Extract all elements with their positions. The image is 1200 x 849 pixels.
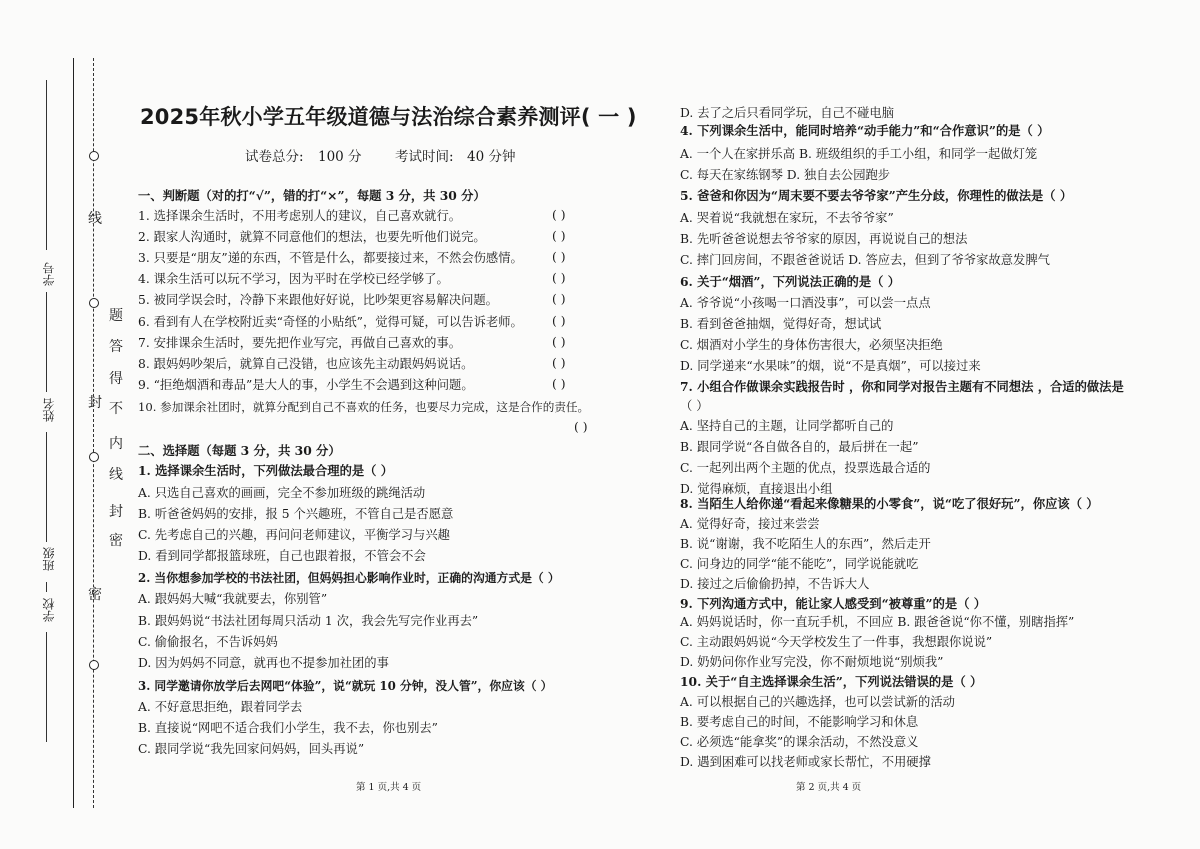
question-option: B. 跟同学说“各自做各自的，最后拼在一起” <box>680 440 919 454</box>
class-field-line <box>46 432 47 542</box>
question-option: C. 跟同学说“我先回家问妈妈，回头再说” <box>138 742 365 756</box>
binding-ring <box>89 452 99 462</box>
question-option: D. 去了之后只看同学玩，自己不碰电脑 <box>680 106 894 120</box>
seal-char-ti: 题 <box>109 308 123 324</box>
question-option: D. 奶奶问你作业写完没，你不耐烦地说“别烦我” <box>680 655 944 669</box>
question-option: D. 看到同学都报篮球班，自己也跟着报，不管会不会 <box>138 549 426 563</box>
judge-item: 9. “拒绝烟酒和毒品”是大人的事，小学生不会遇到这种问题。 <box>138 378 474 392</box>
binding-ring <box>89 298 99 308</box>
question-stem: 4. 下列课余生活中，能同时培养“动手能力”和“合作意识”的是（ ） <box>680 123 1050 138</box>
question-option: B. 先听爸爸说想去爷爷家的原因，再说说自己的想法 <box>680 232 968 246</box>
question-stem: 10. 关于“自主选择课余生活”，下列说法错误的是（ ） <box>680 674 983 689</box>
binding-outer-line <box>73 58 74 808</box>
section2-heading: 二、选择题（每题 3 分，共 30 分） <box>138 443 341 458</box>
judge-answer-blank: ( ) <box>552 356 566 370</box>
seal-char-mi: 密 <box>109 533 123 549</box>
judge-item: 5. 被同学误会时，冷静下来跟他好好说，比吵架更容易解决问题。 <box>138 293 498 307</box>
seal-char-mi-bottom: 密 <box>88 587 102 603</box>
question-option: C. 一起列出两个主题的优点，投票选最合适的 <box>680 461 931 475</box>
judge-item: 8. 跟妈妈吵架后，就算自己没错，也应该先主动跟妈妈说话。 <box>138 357 474 371</box>
question-option: A. 爷爷说“小孩喝一口酒没事”，可以尝一点点 <box>680 296 931 310</box>
question-option: （ ） <box>680 399 709 413</box>
student-number-label: 学号 <box>42 262 56 286</box>
question-option: D. 遇到困难可以找老师或家长帮忙，不用硬撑 <box>680 755 931 769</box>
judge-answer-blank: ( ) <box>552 377 566 391</box>
question-option: C. 先考虑自己的兴趣，再问问老师建议，平衡学习与兴趣 <box>138 528 450 542</box>
seal-char-feng-mid: 封 <box>88 395 102 411</box>
question-option: C. 摔门回房间，不跟爸爸说话 D. 答应去，但到了爷爷家故意发脾气 <box>680 253 1050 267</box>
exam-time-label: 考试时间: <box>395 149 454 165</box>
judge-answer-blank: ( ) <box>552 208 566 222</box>
seal-char-line-top: 线 <box>88 211 102 227</box>
student-name-label: 姓名 <box>42 398 56 422</box>
question-option: A. 一个人在家拼乐高 B. 班级组织的手工小组，和同学一起做灯笼 <box>680 147 1038 161</box>
question-option: D. 同学递来“水果味”的烟，说“不是真烟”，可以接过来 <box>680 359 981 373</box>
question-option: C. 每天在家练钢琴 D. 独自去公园跑步 <box>680 168 891 182</box>
seal-char-bu: 不 <box>109 401 123 417</box>
binding-ring <box>89 660 99 670</box>
class-label: 班级 <box>42 547 56 571</box>
question-option: C. 主动跟妈妈说“今天学校发生了一件事，我想跟你说说” <box>680 635 993 649</box>
question-option: B. 看到爸爸抽烟，觉得好奇，想试试 <box>680 317 882 331</box>
question-option: C. 问身边的同学“能不能吃”，同学说能就吃 <box>680 557 919 571</box>
page-number-left: 第 1 页,共 4 页 <box>356 782 422 793</box>
judge-item: 7. 安排课余生活时，要先把作业写完，再做自己喜欢的事。 <box>138 336 462 350</box>
judge-answer-blank: ( ) <box>552 292 566 306</box>
judge-answer-blank: ( ) <box>552 229 566 243</box>
question-option: A. 哭着说“我就想在家玩，不去爷爷家” <box>680 211 894 225</box>
question-option: C. 偷偷报名，不告诉妈妈 <box>138 635 278 649</box>
school-field-line <box>46 582 47 592</box>
judge-answer-blank: ( ) <box>552 335 566 349</box>
seal-char-da: 答 <box>109 339 123 355</box>
question-option: A. 坚持自己的主题，让同学都听自己的 <box>680 419 894 433</box>
question-option: D. 因为妈妈不同意，就再也不提参加社团的事 <box>138 656 389 670</box>
question-stem: 5. 爸爸和你因为“周末要不要去爷爷家”产生分歧，你理性的做法是（ ） <box>680 188 1073 203</box>
judge-item: 4. 课余生活可以玩不学习，因为平时在学校已经学够了。 <box>138 272 449 286</box>
total-score-label: 试卷总分: <box>245 149 304 165</box>
exam-time-value: 40 分钟 <box>467 149 516 165</box>
name-field-line <box>46 292 47 392</box>
question-option: D. 接过之后偷偷扔掉，不告诉大人 <box>680 577 870 591</box>
question-stem: 7. 小组合作做课余实践报告时 ，你和同学对报告主题有不同想法 ，合适的做法是 <box>680 379 1124 394</box>
question-option: A. 妈妈说话时，你一直玩手机，不回应 B. 跟爸爸说“你不懂，别瞎指挥” <box>680 615 1075 629</box>
seal-char-xian: 线 <box>109 467 123 483</box>
number-field-line <box>46 80 47 250</box>
seal-char-feng: 封 <box>109 504 123 520</box>
judge-answer-blank: ( ) <box>552 271 566 285</box>
question-option: C. 烟酒对小学生的身体伤害很大，必须坚决拒绝 <box>680 338 943 352</box>
judge-answer-blank: ( ) <box>552 314 566 328</box>
judge-item: 10. 参加课余社团时，就算分配到自己不喜欢的任务，也要尽力完成，这是合作的责任。 <box>138 400 590 414</box>
question-option: B. 要考虑自己的时间，不能影响学习和休息 <box>680 715 919 729</box>
question-stem: 8. 当陌生人给你递“看起来像糖果的小零食”，说“吃了很好玩”，你应该（ ） <box>680 496 1099 511</box>
question-option: C. 必须选“能拿奖”的课余活动，不然没意义 <box>680 735 919 749</box>
question-option: A. 不好意思拒绝，跟着同学去 <box>138 700 303 714</box>
school-field-line-lower <box>46 632 47 742</box>
question-stem: 6. 关于“烟酒”，下列说法正确的是（ ） <box>680 274 900 289</box>
page-number-right: 第 2 页,共 4 页 <box>796 782 862 793</box>
question-stem: 9. 下列沟通方式中，能让家人感受到“被尊重”的是（ ） <box>680 596 987 611</box>
section1-heading: 一、判断题（对的打“√”，错的打“×”，每题 3 分，共 30 分） <box>138 188 486 203</box>
question-stem: 2. 当你想参加学校的书法社团，但妈妈担心影响作业时，正确的沟通方式是（ ） <box>138 571 560 585</box>
question-option: A. 只选自己喜欢的画画，完全不参加班级的跳绳活动 <box>138 486 426 500</box>
question-option: B. 跟妈妈说“书法社团每周只活动 1 次，我会先写完作业再去” <box>138 614 479 628</box>
question-option: B. 直接说“网吧不适合我们小学生，我不去，你也别去” <box>138 721 438 735</box>
question-stem: 3. 同学邀请你放学后去网吧“体验”，说“就玩 10 分钟，没人管”，你应该（ ） <box>138 679 553 693</box>
question-option: A. 可以根据自己的兴趣选择，也可以尝试新的活动 <box>680 695 955 709</box>
binding-ring <box>89 151 99 161</box>
question-option: A. 觉得好奇，接过来尝尝 <box>680 517 820 531</box>
judge-answer-blank: ( ) <box>552 250 566 264</box>
school-label: 学校 <box>42 598 56 622</box>
question-stem: 1. 选择课余生活时，下列做法最合理的是（ ） <box>138 463 394 478</box>
judge-item: 2. 跟家人沟通时，就算不同意他们的想法，也要先听他们说完。 <box>138 230 486 244</box>
judge-answer-blank: ( ) <box>574 420 588 434</box>
total-score-value: 100 分 <box>318 149 362 165</box>
question-option: B. 说“谢谢，我不吃陌生人的东西”，然后走开 <box>680 537 931 551</box>
question-option: B. 听爸爸妈妈的安排，报 5 个兴趣班，不管自己是否愿意 <box>138 507 454 521</box>
seal-char-de: 得 <box>109 371 123 387</box>
binding-dashed-line <box>93 58 94 808</box>
exam-title: 2025年秋小学五年级道德与法治综合素养测评( 一 ) <box>140 105 637 129</box>
judge-item: 6. 看到有人在学校附近卖“奇怪的小贴纸”，觉得可疑，可以告诉老师。 <box>138 315 523 329</box>
judge-item: 3. 只要是“朋友”递的东西，不管是什么，都要接过来，不然会伤感情。 <box>138 251 523 265</box>
question-option: D. 觉得麻烦，直接退出小组 <box>680 482 833 496</box>
question-option: A. 跟妈妈大喊“我就要去，你别管” <box>138 592 328 606</box>
seal-char-nei: 内 <box>109 436 123 452</box>
judge-item: 1. 选择课余生活时，不用考虑别人的建议，自己喜欢就行。 <box>138 209 462 223</box>
